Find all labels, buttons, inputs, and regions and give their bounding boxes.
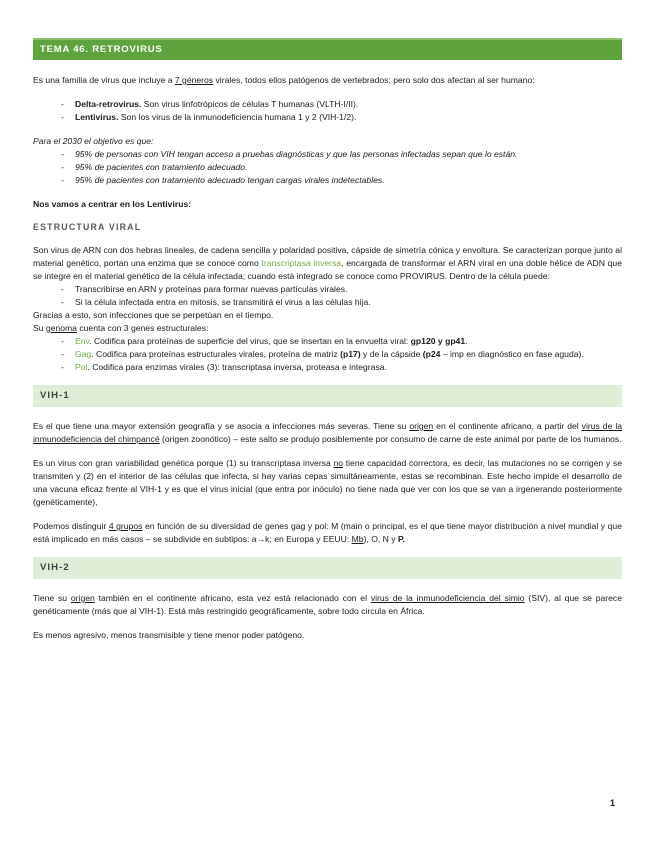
underlined-term: origen	[70, 593, 95, 603]
list-item	[33, 161, 622, 174]
genus-desc: Son los virus de la inmunodeficiencia humana 1 y 2 (VIH-1/2).	[118, 112, 357, 122]
intro-underlined: 7 géneros	[174, 75, 214, 85]
genus-desc: Son virus linfotrópicos de células T humanas (VLTH-I/II).	[141, 99, 359, 109]
body-text: cuenta con 3 genes estructurales:	[76, 323, 209, 333]
objective-list	[33, 148, 622, 187]
body-text: también en el continente africano, esta vez está relacionado con el	[94, 593, 371, 603]
intro-paragraph	[33, 74, 622, 87]
gene-products: (p24	[422, 349, 441, 359]
chapter-title-bar	[33, 38, 622, 60]
underlined-term: Mb	[351, 534, 364, 544]
body-text: Tiene su	[33, 593, 71, 603]
gene-gag	[75, 348, 622, 361]
vih2-paragraph-1	[33, 592, 622, 618]
bullet-dash: -	[61, 362, 64, 372]
body-text: Es el que tiene una mayor extensión geografía y se asocia a infecciones más severas. Tiene su	[33, 421, 410, 431]
bullet-dash: -	[61, 162, 64, 172]
body-text: tiene capacidad correctora, es decir, las mutaciones no se corrigen y se transmiten y (2) en el interior de las células que infecta, si hay varias cepas simultáneamente, estas se recombinan. Este hecho impide el desarrollo de una vacuna eficaz frente al VIH-1 y es que el virus inicial (que entra por inóculo) no tiene nada que ver con los que se van a irgenerando posteriormente (genéticamente),	[33, 458, 622, 507]
body-text: Son virus de ARN con dos hebras lineales, de cadena sencilla y polaridad positiva, cápside de simetría cónica y envoltura. Se caracterizan porque junto al material genético, portan una enzima que se conoce como	[33, 245, 622, 268]
chapter-title: TEMA 46. RETROVIRUS	[40, 44, 163, 55]
gene-products: (p17)	[340, 349, 361, 359]
focus-line: Nos vamos a centrar en los Lentivirus:	[33, 199, 192, 209]
provirus-item: Transcribirse en ARN y proteínas para formar nuevas partículas virales.	[75, 284, 348, 294]
objective-item: 95% de pacientes con tratamiento adecuado.	[75, 162, 248, 172]
underlined-term: genoma	[45, 323, 77, 333]
section-heading-vih2: VIH-2	[33, 557, 622, 579]
underlined-term: origen	[409, 421, 434, 431]
body-text: , encargada de transformar el ARN viral en una doble hélice de ADN que se integre en el material genético de la célula infectada; cuando está integrado se conoce como PROVIRUS. Dentro de la célula puede:	[33, 258, 622, 281]
underlined-term: 4 grupos	[108, 521, 143, 531]
list-item-gag	[33, 348, 622, 361]
intro-text: virales, todos ellos patógenos de vertebrados; pero solo dos afectan al ser humano:	[213, 75, 535, 85]
list-item	[33, 174, 622, 187]
gene-name: Gag	[75, 349, 92, 359]
estructura-paragraph	[33, 244, 622, 283]
objective-item: 95% de pacientes con tratamiento adecuado tengan cargas virales indetectables.	[75, 175, 385, 185]
section-heading-vih1: VIH-1	[33, 385, 622, 407]
body-text: en función de su diversidad de genes gag y pol: M (main o principal, es el que tiene mayor distribución a nivel mundial y que está implicado en más casos – se subdivide en subtipos: a→k; en Europa y EEUU:	[33, 521, 622, 544]
objective-item: 95% de personas con VIH tengan acceso a pruebas diagnósticas y que las personas infectadas sepan que lo están.	[75, 149, 518, 159]
vih1-paragraph-1	[33, 420, 622, 446]
gene-desc: . Codifica para enzimas virales (3): transcriptasa inversa, proteasa e integrasa.	[87, 362, 387, 372]
bullet-dash: -	[61, 175, 64, 185]
genes-list	[33, 335, 622, 374]
bullet-dash: -	[61, 349, 64, 359]
objective-lead: Para el 2030 el objetivo es que:	[33, 136, 154, 146]
intro-text: Es una familia de virus que incluye a	[33, 75, 175, 85]
bullet-dash: -	[61, 99, 64, 109]
list-item	[33, 283, 622, 296]
underlined-term: virus de la inmunodeficiencia del simio	[370, 593, 525, 603]
list-item-env	[33, 335, 622, 348]
gene-desc: .	[465, 336, 468, 346]
gene-desc: . Codifica para proteínas de superficie del virus, que se insertan en la envuelta viral:	[89, 336, 411, 346]
accent-term: transcriptasa inversa	[261, 258, 342, 268]
body-text: (SIV), al que se parece genéticamente (más que al VIH-1). Está más restringido geográficamente, sobre todo circula en África.	[33, 593, 623, 616]
body-text: Es un virus con gran variabilidad genética porque (1) su transcriptasa inversa	[33, 458, 334, 468]
bullet-dash: -	[61, 284, 64, 294]
page-content	[33, 38, 622, 653]
genus-name: Lentivirus.	[75, 112, 119, 122]
bold-term: P.	[397, 534, 405, 544]
gracias-line: Gracias a esto, son infecciones que se perpetúan en el tiempo.	[33, 310, 274, 320]
gene-desc: – imp en diagnóstico en fase aguda).	[440, 349, 584, 359]
list-item	[33, 111, 622, 124]
list-item	[33, 98, 622, 111]
body-text: (origen zoonótico) – este salto se produjo posiblemente por consumo de carne de este animal por parte de los humanos.	[159, 434, 622, 444]
list-item-text	[75, 111, 622, 124]
section-heading-estructura: ESTRUCTURA VIRAL	[33, 222, 142, 232]
bullet-dash: -	[61, 297, 64, 307]
genus-list	[33, 98, 622, 124]
vih1-paragraph-2	[33, 457, 622, 509]
bullet-dash: -	[61, 149, 64, 159]
body-text: Su	[33, 323, 46, 333]
gene-pol	[75, 361, 622, 374]
list-item	[33, 148, 622, 161]
bullet-dash: -	[61, 112, 64, 122]
gene-desc: . Codifica para proteínas estructurales virales, proteína de matriz	[91, 349, 341, 359]
gene-products: gp120 y gp41	[410, 336, 466, 346]
genoma-line	[33, 322, 622, 335]
provirus-list	[33, 283, 622, 309]
list-item-text	[75, 98, 622, 111]
gene-env	[75, 335, 622, 348]
genus-name: Delta-retrovirus.	[75, 99, 142, 109]
gene-desc: y de la cápside	[360, 349, 423, 359]
body-text: Podemos distinguir	[33, 521, 109, 531]
vih1-paragraph-3	[33, 520, 622, 546]
underlined-term: no	[333, 458, 344, 468]
bullet-dash: -	[61, 336, 64, 346]
page-number: 1	[609, 798, 615, 808]
gene-name: Pol	[75, 362, 88, 372]
provirus-item: Si la célula infectada entra en mitosis, se transmitirá el virus a las células hija.	[75, 297, 371, 307]
vih2-paragraph-2: Es menos agresivo, menos transmisible y tiene menor poder patógeno.	[33, 630, 305, 640]
body-text: en el continente africano, a partir del	[433, 421, 582, 431]
list-item-pol	[33, 361, 622, 374]
gene-name: Env	[75, 336, 90, 346]
list-item	[33, 296, 622, 309]
body-text: ), O, N y	[363, 534, 398, 544]
underlined-term: virus de la inmunodeficiencia del chimpancé	[33, 421, 623, 444]
